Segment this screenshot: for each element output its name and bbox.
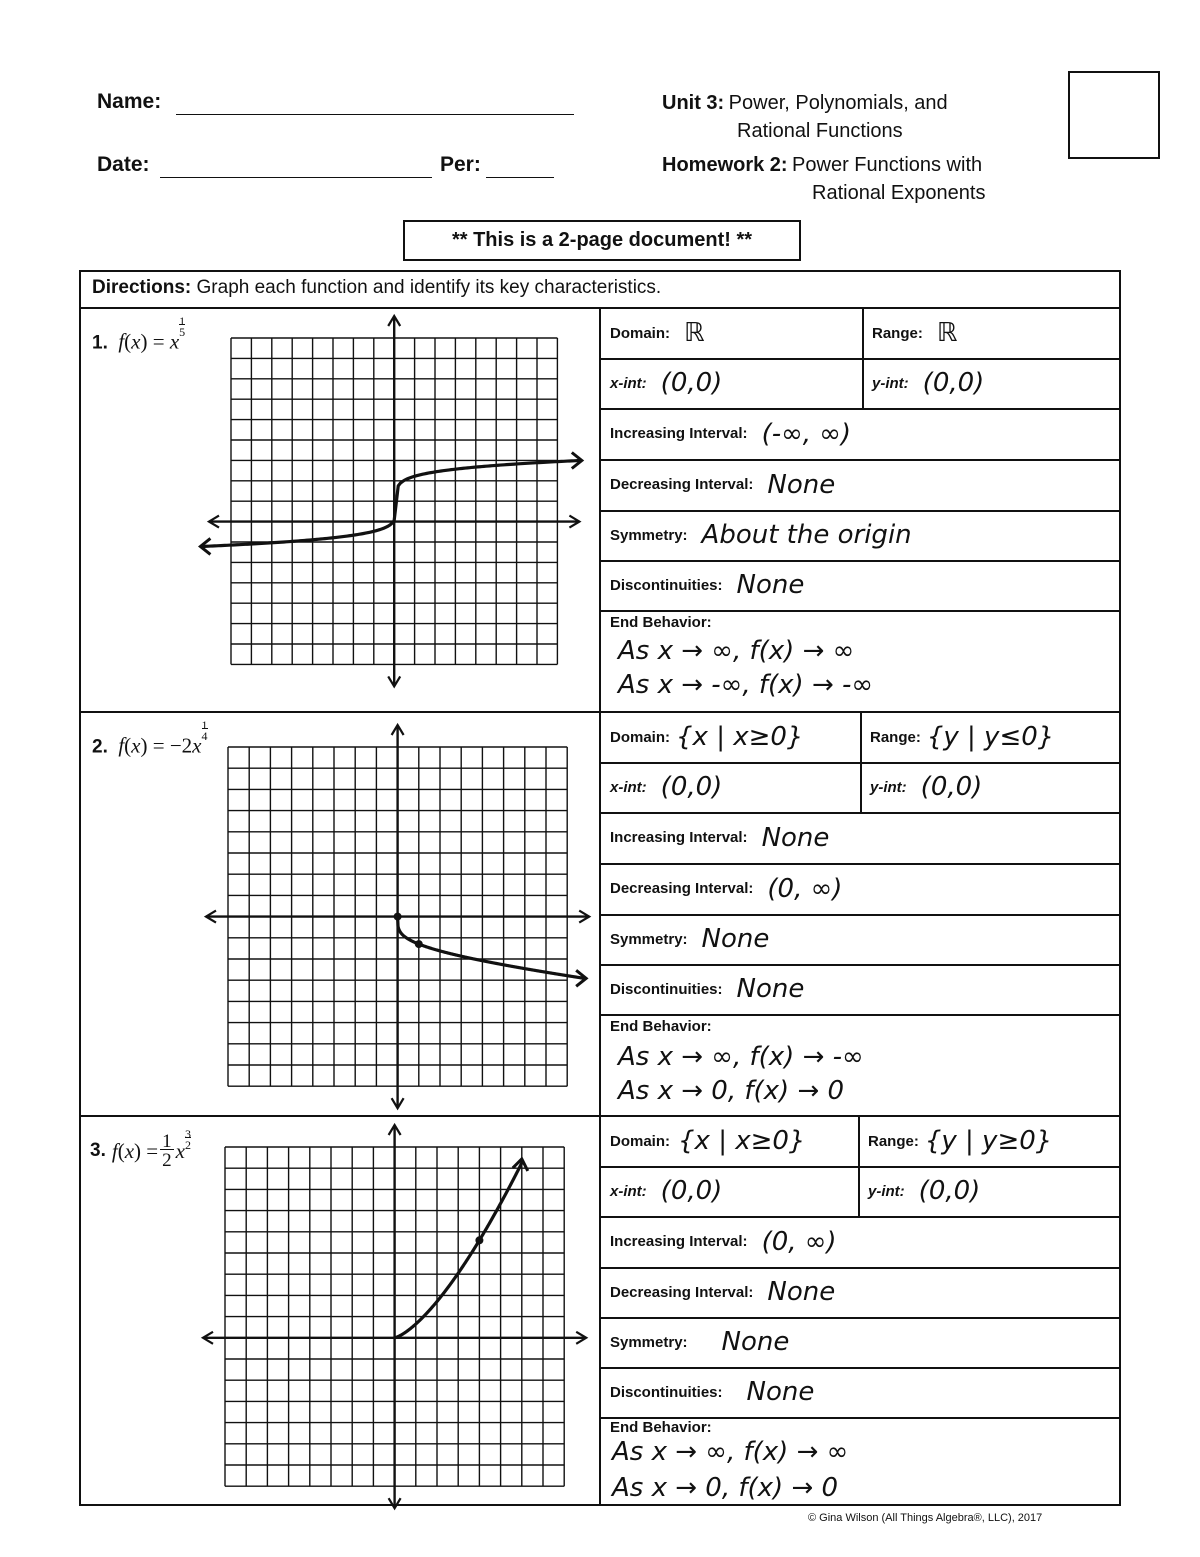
range-answer: {y | y≤0} [926, 722, 1055, 752]
unit-label: Unit 3: [662, 92, 725, 114]
discontinuities-label: Discontinuities: [610, 980, 723, 998]
yint-label: y-int: [868, 1182, 905, 1200]
function-curve [398, 917, 585, 979]
symmetry-label: Symmetry: [610, 930, 688, 948]
problem-number: 2. [92, 736, 108, 758]
end-behavior-label: End Behavior: [610, 614, 712, 631]
decreasing-answer: None [767, 1277, 836, 1307]
directions-label: Directions: [92, 277, 192, 298]
problem-3-label: 3. f ( x ) = 1 2 x $^{3 2}$ [90, 1127, 191, 1171]
end-behavior-line-1: As x → ∞, f(x) → -∞ [618, 1042, 864, 1072]
yint-label: y-int: [870, 778, 907, 796]
xint-label: x-int: [610, 1182, 647, 1200]
copyright-footer: © Gina Wilson (All Things Algebra®, LLC), 2017 [808, 1512, 1043, 1524]
decreasing-answer: None [767, 469, 836, 500]
date-label: Date: [97, 153, 150, 176]
decreasing-cell[interactable] [600, 1267, 1120, 1317]
symmetry-answer: About the origin [701, 520, 912, 550]
range-label: Range: [870, 728, 921, 746]
domain-cell[interactable] [600, 1116, 858, 1166]
problem-1-function: f [118, 329, 125, 354]
problem-1-graph [200, 318, 600, 698]
xint-cell[interactable] [600, 762, 860, 812]
end-behavior-line-1: As x → ∞, f(x) → ∞ [612, 1437, 849, 1467]
increasing-cell[interactable] [600, 408, 1120, 459]
domain-answer: {x | x≥0} [678, 1126, 806, 1156]
discontinuities-cell[interactable] [600, 560, 1120, 610]
xint-cell[interactable] [600, 1166, 858, 1216]
notice-banner [403, 220, 801, 261]
end-behavior-line-2: As x → 0, f(x) → 0 [618, 1076, 845, 1106]
decreasing-cell[interactable] [600, 459, 1120, 510]
range-label: Range: [868, 1132, 919, 1150]
yint-answer: (0,0) [920, 772, 983, 802]
problem-number: 3. [90, 1140, 106, 1161]
name-field[interactable] [176, 114, 574, 115]
range-cell[interactable] [860, 712, 1120, 762]
domain-answer: ℝ [684, 318, 705, 348]
yint-answer: (0,0) [918, 1176, 981, 1206]
increasing-answer: None [761, 822, 830, 853]
domain-cell[interactable] [600, 712, 860, 762]
range-cell[interactable] [862, 308, 1120, 358]
xint-answer: (0,0) [660, 772, 723, 802]
decreasing-cell[interactable] [600, 863, 1120, 914]
range-answer: {y | y≥0} [924, 1126, 1053, 1156]
period-field[interactable] [486, 177, 554, 178]
discontinuities-answer: None [746, 1377, 815, 1407]
decreasing-label: Decreasing Interval: [610, 476, 754, 493]
discontinuities-label: Discontinuities: [610, 1383, 723, 1401]
period-label: Per: [440, 153, 481, 176]
symmetry-answer: None [701, 924, 770, 954]
increasing-label: Increasing Interval: [610, 829, 748, 846]
xint-label: x-int: [610, 374, 647, 392]
problem-number: 1. [92, 332, 108, 354]
end-behavior-line-2: As x → 0, f(x) → 0 [612, 1473, 839, 1503]
domain-label: Domain: [610, 1132, 670, 1150]
homework-heading [662, 154, 1062, 177]
increasing-cell[interactable] [600, 1216, 1120, 1267]
curve-point [475, 1236, 483, 1244]
problem-3-graph [200, 1125, 600, 1505]
problem-2-function: f [118, 733, 125, 758]
discontinuities-answer: None [736, 570, 805, 600]
yint-cell[interactable] [862, 358, 1120, 408]
yint-answer: (0,0) [922, 368, 985, 398]
homework-label: Homework 2: [662, 154, 788, 176]
decreasing-label: Decreasing Interval: [610, 1283, 754, 1301]
problem-1-label: 1. $f(x) = x^{1 5}$ [92, 314, 186, 354]
end-behavior-label: End Behavior: [610, 1018, 712, 1035]
range-cell[interactable] [858, 1116, 1120, 1166]
function-curve [202, 461, 579, 547]
symmetry-label: Symmetry: [610, 1333, 688, 1351]
name-label: Name: [97, 90, 162, 113]
domain-cell[interactable] [600, 308, 862, 358]
curve-point [394, 913, 402, 921]
symmetry-answer: None [721, 1327, 790, 1357]
range-answer: ℝ [936, 318, 958, 348]
problem-3-answers [600, 1116, 1120, 1506]
domain-label: Domain: [610, 324, 670, 342]
end-behavior-cell[interactable] [600, 610, 1120, 711]
increasing-answer: (-∞, ∞) [761, 418, 852, 449]
increasing-answer: (0, ∞) [761, 1226, 837, 1257]
problem-2-graph [200, 722, 600, 1107]
increasing-label: Increasing Interval: [610, 1233, 748, 1250]
discontinuities-cell[interactable] [600, 964, 1120, 1014]
end-behavior-line-2: As x → -∞, f(x) → -∞ [618, 670, 874, 700]
discontinuities-cell[interactable] [600, 1367, 1120, 1417]
xint-answer: (0,0) [660, 1176, 723, 1206]
symmetry-cell[interactable] [600, 1317, 1120, 1367]
yint-label: y-int: [872, 374, 909, 392]
xint-label: x-int: [610, 778, 647, 796]
end-behavior-line-1: As x → ∞, f(x) → ∞ [618, 636, 855, 666]
notice-text: ** This is a 2-page document! ** [451, 229, 753, 251]
curve-point [415, 940, 423, 948]
xint-answer: (0,0) [660, 368, 723, 398]
end-behavior-cell[interactable] [600, 1417, 1120, 1506]
directions-text: Graph each function and identify its key characteristics. [196, 277, 662, 298]
homework-title-line2: Rational Exponents [812, 182, 986, 204]
problem-3-function: f [111, 1138, 118, 1163]
unit-heading [662, 92, 1052, 115]
problem-2-label: 2. $f(x) = -2x^{1 4}$ [92, 718, 208, 758]
directions [92, 277, 661, 299]
symmetry-cell[interactable] [600, 510, 1120, 560]
date-field[interactable] [160, 177, 432, 178]
range-label: Range: [872, 324, 923, 342]
end-behavior-label: End Behavior: [610, 1419, 712, 1436]
domain-answer: {x | x≥0} [676, 722, 804, 752]
decreasing-label: Decreasing Interval: [610, 880, 754, 897]
increasing-label: Increasing Interval: [610, 425, 748, 442]
problem-2-answers [600, 712, 1120, 1115]
domain-label: Domain: [610, 728, 670, 746]
discontinuities-label: Discontinuities: [610, 576, 723, 594]
end-behavior-cell[interactable] [600, 1014, 1120, 1115]
discontinuities-answer: None [736, 974, 805, 1004]
score-box[interactable] [1068, 71, 1160, 159]
problem-1-answers [600, 308, 1120, 711]
yint-cell[interactable] [858, 1166, 1120, 1216]
yint-cell[interactable] [860, 762, 1120, 812]
decreasing-answer: (0, ∞) [767, 873, 843, 904]
unit-title-line2: Rational Functions [737, 120, 903, 142]
unit-title-line1: Power, Polynomials, and [728, 92, 948, 114]
symmetry-cell[interactable] [600, 914, 1120, 964]
symmetry-label: Symmetry: [610, 526, 688, 544]
xint-cell[interactable] [600, 358, 862, 408]
increasing-cell[interactable] [600, 812, 1120, 863]
homework-title-line1: Power Functions with [792, 154, 983, 176]
